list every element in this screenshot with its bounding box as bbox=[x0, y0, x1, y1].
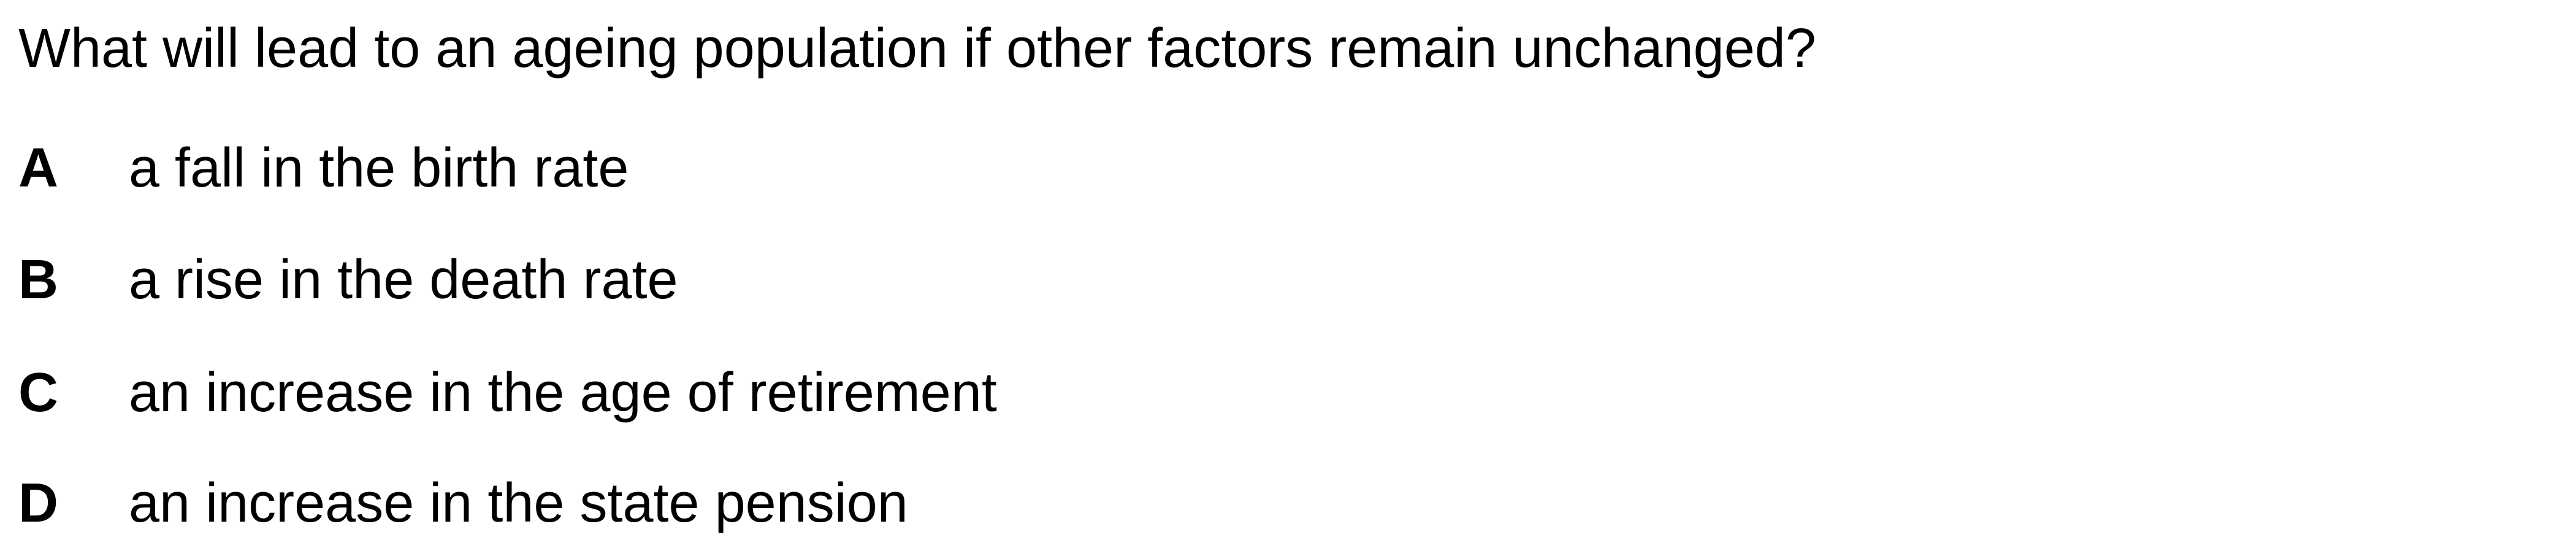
option-text: a rise in the death rate bbox=[129, 249, 678, 311]
option-letter: A bbox=[18, 137, 58, 199]
option-letter: C bbox=[18, 362, 58, 423]
option-text: an increase in the age of retirement bbox=[129, 362, 997, 423]
option-letter: B bbox=[18, 249, 58, 311]
option-letter: D bbox=[18, 473, 58, 534]
option-text: an increase in the state pension bbox=[129, 473, 908, 534]
question-text: What will lead to an ageing population if other factors remain unchanged? bbox=[18, 18, 1816, 79]
option-text: a fall in the birth rate bbox=[129, 137, 629, 199]
